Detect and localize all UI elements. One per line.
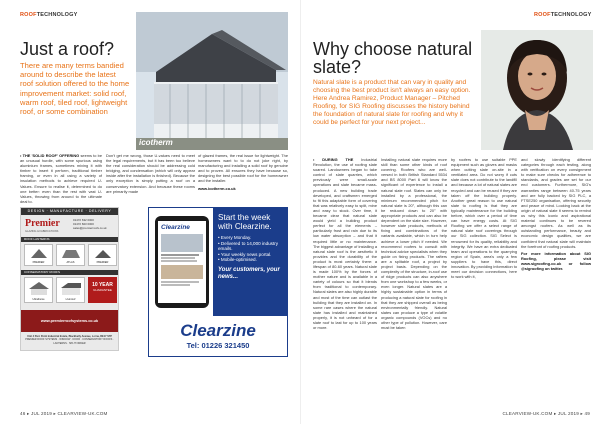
phone-mockup <box>155 216 209 308</box>
clearzine-tagline: Your customers, your news... <box>218 266 280 280</box>
lantern-thumb: PREMIER <box>24 244 53 266</box>
author-portrait <box>481 30 593 150</box>
premier-brand-sub: GLAZING & FABRICATIONS <box>25 230 59 233</box>
conservatory-roofs-label: CONSERVATORY ROOFS <box>21 270 118 275</box>
clearzine-panel <box>213 208 288 316</box>
premier-advert[interactable] <box>20 207 119 351</box>
lantern-thumb: PREMIER <box>88 244 117 266</box>
page-footer: 46 ▸ JUL 2019 ▸ CLEARVIEW-UK.COM <box>20 411 108 416</box>
conservatory-illustration <box>136 12 288 150</box>
article-headline: Why choose natural slate? <box>313 39 473 77</box>
author-portrait-illustration <box>481 30 593 150</box>
photo-caption: icotherm <box>139 138 173 147</box>
section-label: ROOFTECHNOLOGY <box>20 12 78 18</box>
conservatory-thumb: Ultraframe <box>24 277 53 303</box>
right-column-3: by roofers to use suitable PPE equipment such as gloves and masks when cutting slate on-site in a ventilated area. Do not worry if cuts slate does not contribute to the landfill and because a lot of natural slates are recycled and can be reused if they are taken off the building properly. Another great reason to use natural slate to roofing is that they are typically maintenance for the building before, which over a period of time can have energy costs. At SIG Roofing we offer a select range of natural slate roof coverings through our SIG collection. SIG Select is renowned for its quality, reliability and integrity. We have an extra dedicated team and operations to the quarrying region of Spain, area's only a few suppliers to have this, direct innovation. By providing information to meet our decision connections, here to work with it, <box>451 157 517 280</box>
conservatory-photo <box>136 12 288 150</box>
conservatory-thumb: Livinroof <box>56 277 85 303</box>
left-column-2: Don't get me wrong, those U-values need to meet the legal requirements, but it has been too believe the real consideration should be addressing cold bridging, and condensation (which will only appear inside after the installation is finished). Because the only exception is simply putting a roof on a conservatory extension. And because these rooms are primarily made <box>106 153 195 194</box>
roof-lanterns-label: ROOF LANTERNS <box>21 237 118 242</box>
right-column-1: • DURING THE Industrial Revolution, the use of roofing slate soared. Landowners began to take control of slate quarries, which previously were small-scale operations and slate became mass-produced. A new building trade developed, and craftsmen emerged to fit this adaptable form of covering that was relatively easy to split, mine and easy to stock. Over time, it became clear that natural slate would yield a building product perfect for all the elements – particularly frost and rain due to its low water absorption – and that it required little or no maintenance. The biggest advantage of installing a natural slate roof is the aesthetic it provides and the durability of the product is most certainly there: a lifespan of 80-60 years. Natural slate is made 100% by the forces of mother nature and is available in a variety of colours so that it blends from traditional to contemporary. Natural slates are also highly durable and most of the time can outlast the building that they are installed on. In some rare cases where the natural slate has installed and maintained properly, it is not unheard of for a slate roof to last for up to 100 years or more. <box>313 157 378 331</box>
clearzine-logo: Clearzine <box>180 321 256 340</box>
premier-website[interactable]: www.premierroofsystems.co.uk <box>21 310 118 332</box>
clearzine-phone[interactable]: Tel: 01226 321450 <box>186 341 250 350</box>
right-page <box>300 0 600 424</box>
clearzine-bullets: • Every Monday. • Delivered to 14,000 industry emails. • Your weekly news portal. • Mobile-optimised. <box>218 235 279 263</box>
clearzine-headline: Start the week with Clearzine. <box>218 213 272 231</box>
premier-footer: Unit 4 Parc Point Industrial Estate, Blackbelly Avenue, Lorna, BE17 S7P PREMIER ROOF SYSTEMS · WINDOW · DOOR · CONSERVATORY ROOFS · LANTERNS · SPLIT ORDER <box>25 335 114 345</box>
guarantee-badge: 10 YEAR GUARANTEE <box>88 277 117 303</box>
clearzine-footer <box>149 318 287 356</box>
premier-contacts: 01472 632 0000 01472 823 0000 sales@premierroofs.co.uk <box>73 218 107 230</box>
more-info-note: For more information about SIG Roofing, please visit www.sigroofing.co.uk or follow @sigroofing on twitter. <box>521 250 591 271</box>
right-column-2: Installing natural slate requires more skill than some other kinds of roof covering. Roofers who are well-versed in both British Standard 5534 and BS 8000 Part 6 will know the significant of experience to install a natural slate roof. Slates can only be installed by a professional, the minimum recommended pitch for natural slate is 20°, although this can be reduced down to 20° with appropriate products and can also be dependent on the slate size. However, however slate products, methods of fixing and combinations of the variants available, which in turn help achieve a lower pitch if needed. We recommend roofers to consult with technical advice specialists when they guide on fixing products. The rafters are a splitable roof, a project by project basis. Depending on the complexity of the structure, in-roof use of ridge products can also anywhere from one workshop to a few weeks, or even longer. Natural slates are a highly sustainable option in terms of producing a natural slate for roofing in that they are shipped overall as being environmentally friendly. Natural slates can produce a type of volatile organic compounds (VOCs) and no other type of pollution. However, care must be taken <box>381 157 447 331</box>
clearzine-advert[interactable] <box>148 207 288 357</box>
left-column-1: • THE 'SOLID ROOF' OFFERING seems to be an unusual hurdle, with some spurious using aluminium frames, sometimes mixing it with timber to insert it perform, traditional timber framing, or even in all using a variety of insulation methods to achieve required U-Values. Ensure to realise it, determined to do one better: even than the rest with vast U-Values, throwing from around to the ultimate deal to. <box>20 153 102 204</box>
conservatory-row <box>24 277 117 303</box>
page-footer: CLEARVIEW-UK.COM ▸ JUL 2019 ▸ 49 <box>502 411 590 416</box>
lantern-thumb: ATLAS <box>56 244 85 266</box>
article-standfirst: Natural slate is a product that can vary in quality and choosing the best product isn't always an easy option. Here Andrea Ramirez, Product Manager – Pitched Roofing, for SIG Roofing discusses the history behind the foundation of natural slate for roofing and why it could be perfect for your next project... <box>313 79 471 126</box>
section-label: ROOFTECHNOLOGY <box>534 12 592 18</box>
ad-top-bar: DESIGN · MANUFACTURE · DELIVERY <box>21 208 118 215</box>
article-headline: Just a roof? <box>20 39 115 59</box>
article-standfirst: There are many terms bandied around to describe the latest roof solution offered to the home improvement market: solid roof, warm roof, tiled roof, lightweight roof, or some combination <box>20 61 130 117</box>
article-link[interactable]: www.icotherm.co.uk <box>198 185 236 191</box>
left-column-3: of glazed frames, the real issue for lightweight. The homeowners want to to do not joke right, by manufacturing and installing a solid roof by genuine and to proven. All ensures they have because so, designing the best possible roof for the homeowner and the installer. www.icotherm.co.uk <box>198 153 288 191</box>
premier-brand: Premier <box>25 218 60 229</box>
phone-image <box>161 265 203 279</box>
phone-image <box>161 234 203 252</box>
lantern-row <box>24 244 117 266</box>
right-column-4: and slowly identifying different categories through each testing, along with verification on every consignment to make sure checks for adherence to standards, and grades are set for our end customers. Furthermore, SIG's warranties range between 40-75 years and are fully backed by SIG PLC, a FTSE250 organisation, offering security and peace of mind. Looking back at the origin of natural slate it seems to remind us why this iconic and aspirational material continues to be revered amongst roofers. As well as its outstanding performance, beauty and economic design qualities, we are confident that natural slate will maintain the forefront of roofing products. For more information about SIG Roofing, please visit www.sigroofing.co.uk or follow @sigroofing on twitter. <box>521 157 591 271</box>
phone-brand: Clearzine <box>161 224 190 231</box>
